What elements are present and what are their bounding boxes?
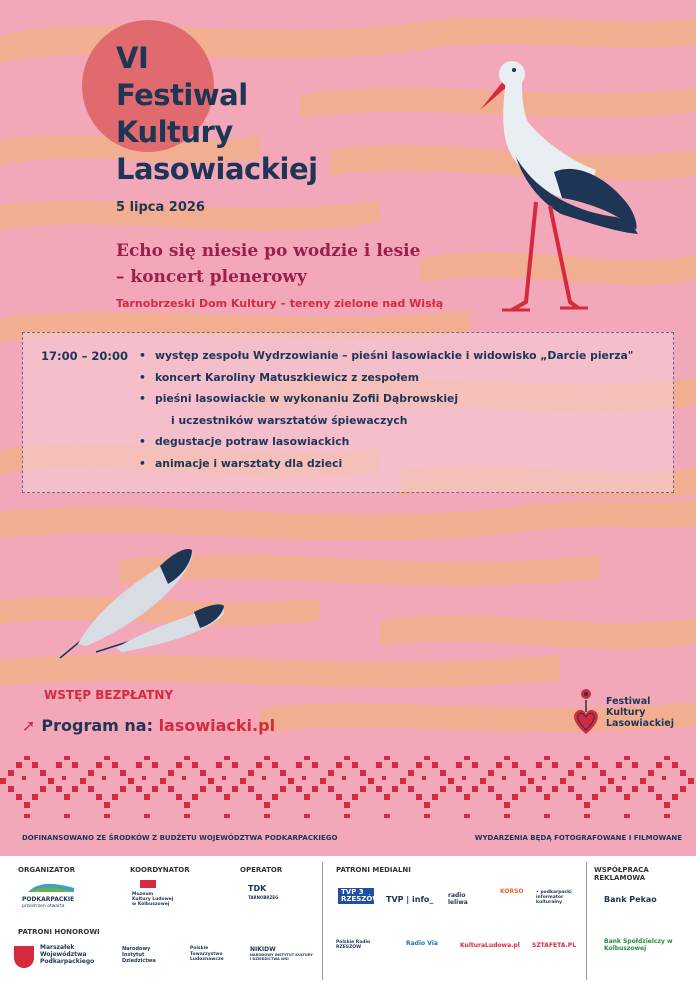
heart-flower-icon [570,686,602,738]
program-item-continuation [139,414,633,436]
podkarpackie-logo-icon [26,880,76,894]
title-line: Lasowiackiej [116,152,318,186]
program-list [139,349,633,478]
museum-logo-icon [140,880,156,888]
logo-text: PODKARPACKIE [22,896,75,903]
media-heading: PATRONI MEDIALNI [336,866,411,874]
logo-text: Kultury Ludowej [132,897,174,902]
logo-text: Narodowy [122,946,151,952]
program-item: • animacje i warsztaty dla dzieci [139,456,343,470]
logo-text: przestrzeń otwarta [22,904,65,909]
program-item: • pieśni lasowiackie w wykonaniu Zofii Dąbrowskiej [139,392,459,405]
bank-pekao-logo: Bank Pekao [604,895,657,904]
footer-divider [586,862,587,980]
subtitle-line: – koncert plenerowy [116,267,307,287]
folk-pattern [0,750,696,830]
program-item-text: degustacje potraw lasowiackich [155,435,350,448]
logo-text: Dziedzictwa [122,958,156,964]
program-item: • degustacje potraw lasowiackich [139,435,350,448]
sztafeta-logo: SZTAFETA.PL [532,942,577,949]
nikidw-logo [250,946,313,961]
festival-logo [570,686,680,738]
event-date: 5 lipca 2026 [116,200,205,215]
program-item-text: pieśni lasowiackie w wykonaniu Zofii Dąbrowskiej [155,392,459,405]
tvp-info-logo: TVP | info_ [386,895,434,904]
program-item-text: koncert Karoliny Matuszkiewicz z zespołem [155,370,419,384]
program-time: 17:00 – 20:00 [41,349,128,363]
event-venue: Tarnobrzeski Dom Kultury – tereny zielone nad Wisłą [116,297,444,310]
logo-text: NARODOWY INSTYTUT KULTURY [250,953,313,957]
logo-text: TDK [248,884,267,893]
logo-text: Towarzystwo [190,951,223,957]
organizer-logo [22,896,74,910]
festival-title [116,40,318,188]
program-item-text: występ zespołu Wydrzowianie – pieśni lasowiackie i widowisko „Darcie pierza" [155,349,634,362]
program-item: • występ zespołu Wydrzowianie – pieśni lasowiackie i widowisko „Darcie pierza" [139,349,634,362]
program-link-label: Program na: [41,716,153,735]
ptl-logo [190,946,224,963]
program-link-line [22,716,275,735]
funding-note: DOFINANSOWANO ZE ŚRODKÓW Z BUDŻETU WOJEWÓDZTWA PODKARPACKIEGO [22,834,338,842]
title-line: Kultury [116,115,233,149]
stork-illustration [466,52,646,322]
logo-text: TARNOBRZEG [248,895,279,900]
logo-text: Województwa [40,951,87,958]
coordinator-heading: KOORDYNATOR [130,866,190,874]
bank-spoldzielczy-logo: Bank Spółdzielczy w Kolbuszowej [604,938,673,952]
radio-leliwa-logo: radio leliwa [448,892,468,906]
informator-logo: • podkarpacki informator kulturalny [536,890,572,905]
operator-heading: OPERATOR [240,866,283,874]
radio-via-logo: Radio Via [406,940,438,947]
nid-logo [122,946,156,964]
free-entry: WSTĘP BEZPŁATNY [44,688,174,702]
arrow-icon: ➚ [22,716,36,735]
program-item-text: i uczestników warsztatów śpiewaczych [171,413,408,427]
logo-text: Muzeum [132,892,154,897]
title-line: VI [116,41,149,75]
logo-text: Instytut [122,952,145,958]
organizer-heading: ORGANIZATOR [18,866,76,874]
operator-logo [248,884,278,902]
polskie-radio-logo: Polskie Radio RZESZÓW [336,940,371,950]
marshal-logo [40,944,94,965]
logo-text: Marszałek [40,944,75,951]
title-line: Festiwal [116,78,248,112]
logo-line: Kultury [606,707,646,718]
sponsors-footer [0,856,696,986]
advertising-heading: WSPÓŁPRACA REKLAMOWA [594,866,649,882]
logo-text: NIKIDW [250,946,276,953]
logo-line: Lasowiackiej [606,718,674,729]
feathers-illustration [56,540,236,664]
tvp3-logo [338,888,381,910]
logo-text: Polskie [190,946,209,951]
honorary-heading: PATRONI HONOROWI [18,928,100,936]
coordinator-logo [132,892,173,907]
logo-text: w Kolbuszowej [132,902,170,907]
program-box [22,332,674,493]
program-link[interactable]: lasowiacki.pl [158,716,276,735]
program-item: • koncert Karoliny Matuszkiewicz z zespołem [139,370,419,384]
logo-text: Podkarpackiego [40,958,95,965]
logo-text: TVP 3 RZESZÓW [338,888,374,904]
footer-divider [322,862,323,980]
recording-note: WYDARZENIA BĘDĄ FOTOGRAFOWANE I FILMOWANE [474,834,682,842]
subtitle-line: Echo się niesie po wodzie i lesie [116,241,421,261]
event-subtitle [116,238,420,290]
logo-line: Festiwal [606,696,651,707]
program-item-text: animacje i warsztaty dla dzieci [155,456,343,470]
kulturaludowa-logo: KulturaLudowa.pl [460,942,520,949]
coat-of-arms-icon [14,946,34,968]
logo-text: I DZIEDZICTWA WSI [250,957,289,961]
logo-text: Ludoznawcze [190,957,224,962]
korso-logo: KORSO [500,888,524,895]
